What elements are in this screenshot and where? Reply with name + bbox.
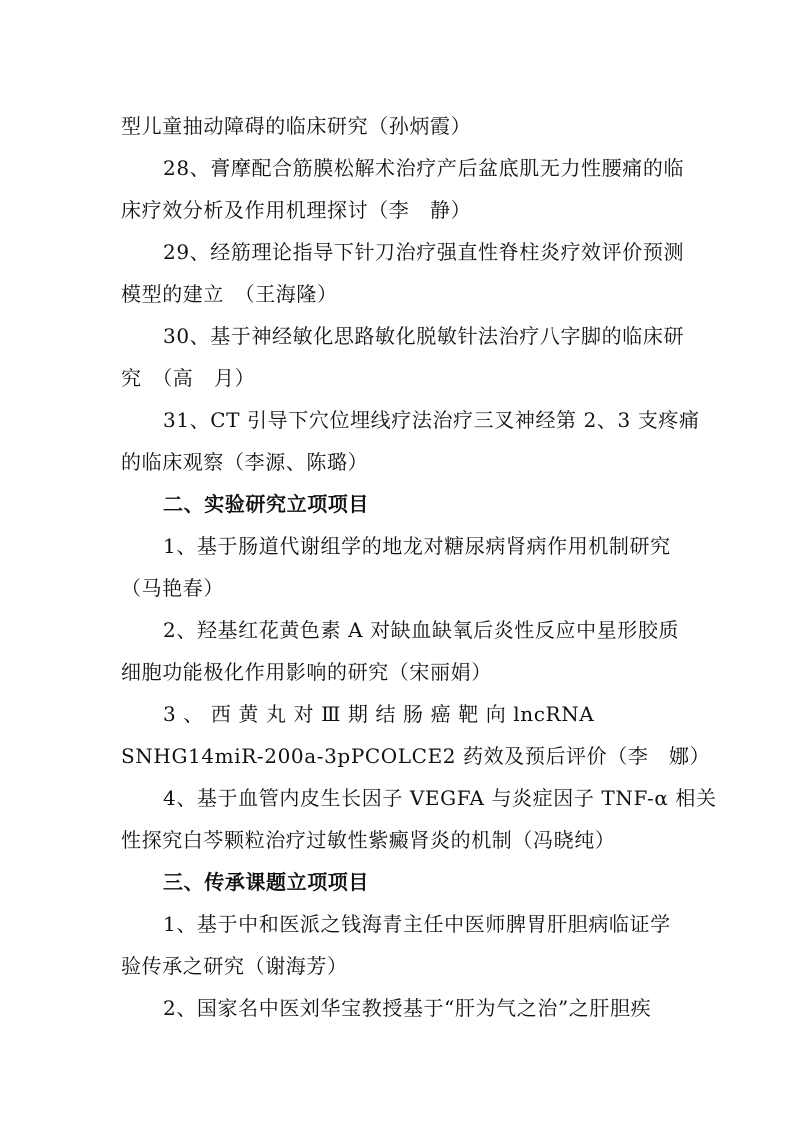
text-line: 细胞功能极化作用影响的研究（宋丽娟） bbox=[121, 660, 492, 684]
list-item-2: 2、国家名中医刘华宝教授基于“肝为气之治”之肝胆疾 bbox=[163, 996, 652, 1020]
list-item-29: 29、经筋理论指导下针刀治疗强直性脊柱炎疗效评价预测 bbox=[163, 240, 685, 264]
list-item-30: 30、基于神经敏化思路敏化脱敏针法治疗八字脚的临床研 bbox=[163, 324, 685, 348]
list-item-4: 4、基于血管内皮生长因子 VEGFA 与炎症因子 TNF-α 相关 bbox=[163, 786, 717, 810]
text-line: 床疗效分析及作用机理探讨（李 静） bbox=[121, 198, 472, 222]
text-line: 模型的建立 （王海隆） bbox=[121, 282, 338, 306]
list-item-3: 3 、 西 黄 丸 对 Ⅲ 期 结 肠 癌 靶 向 lncRNA bbox=[163, 702, 595, 726]
text-line: SNHG14miR-200a-3pPCOLCE2 药效及预后评价（李 娜） bbox=[121, 744, 711, 768]
section-heading: 二、实验研究立项项目 bbox=[163, 492, 369, 516]
section-heading: 三、传承课题立项项目 bbox=[163, 870, 369, 894]
text-line: 究 （高 月） bbox=[121, 366, 256, 390]
text-line: 型儿童抽动障碍的临床研究（孙炳霞） bbox=[121, 114, 472, 138]
list-item-2: 2、羟基红花黄色素 A 对缺血缺氧后炎性反应中星形胶质 bbox=[163, 618, 680, 642]
list-item-28: 28、膏摩配合筋膜松解术治疗产后盆底肌无力性腰痛的临 bbox=[163, 156, 685, 180]
list-item-1: 1、基于中和医派之钱海青主任中医师脾胃肝胆病临证学 bbox=[163, 912, 671, 936]
text-line: 性探究白芩颗粒治疗过敏性紫癜肾炎的机制（冯晓纯） bbox=[121, 828, 616, 852]
text-line: （马艳春） bbox=[121, 576, 224, 600]
text-line: 验传承之研究（谢海芳） bbox=[121, 954, 348, 978]
list-item-1: 1、基于肠道代谢组学的地龙对糖尿病肾病作用机制研究 bbox=[163, 534, 671, 558]
list-item-31: 31、CT 引导下穴位埋线疗法治疗三叉神经第 2、3 支疼痛 bbox=[163, 408, 700, 432]
text-line: 的临床观察（李源、陈璐） bbox=[121, 450, 369, 474]
